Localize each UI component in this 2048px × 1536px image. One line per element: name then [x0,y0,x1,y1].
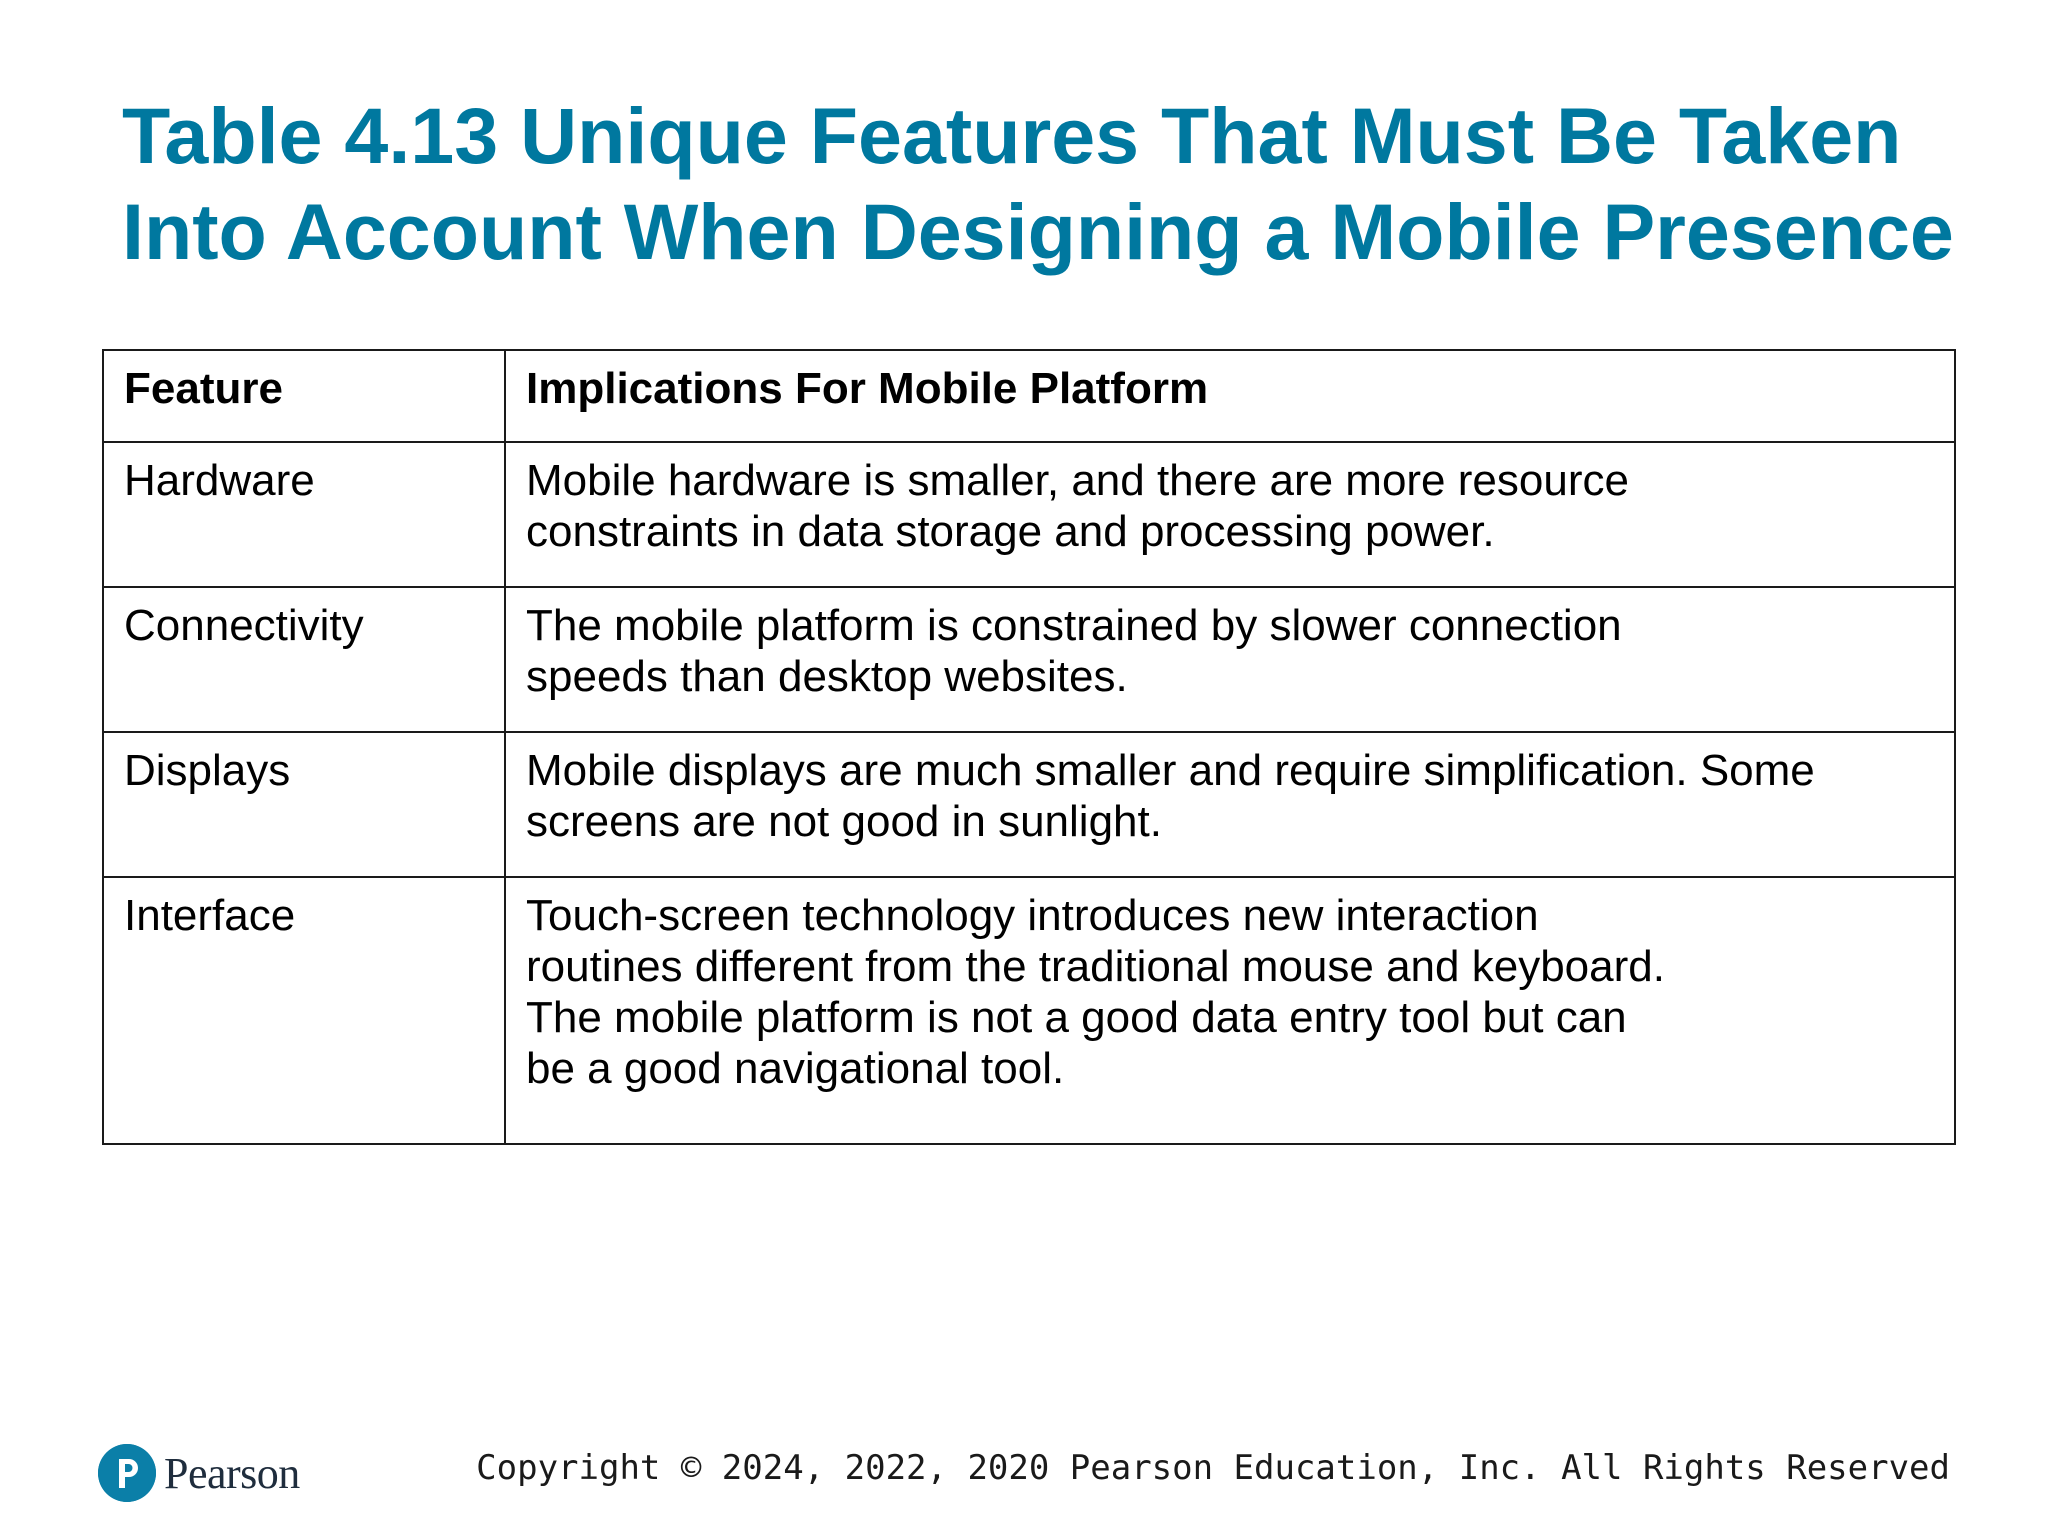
implications-cell [505,732,1955,877]
implications-cell [505,587,1955,732]
table-row [103,732,1955,877]
pearson-logo [98,1444,300,1502]
implications-cell [505,877,1955,1144]
header-implications: Implications For Mobile Platform [505,350,1955,442]
implications-cell [505,442,1955,587]
table-header-row [103,350,1955,442]
implication-line: The mobile platform is constrained by slower connection [526,601,1622,650]
table-row [103,877,1955,1144]
header-feature: Feature [103,350,505,442]
pearson-logo-icon [98,1444,156,1502]
copyright-notice: Copyright © 2024, 2022, 2020 Pearson Education, Inc. All Rights Reserved [476,1448,1950,1488]
table-row [103,442,1955,587]
title-line-1: Table 4.13 Unique Features That Must Be Taken [122,91,1902,180]
implication-line: routines different from the traditional mouse and keyboard. [526,942,1665,991]
logo-wordmark: Pearson [164,1448,300,1498]
feature-cell: Interface [103,877,505,1144]
page-title [122,88,2002,280]
implication-line: be a good navigational tool. [526,1044,1065,1093]
title-line-2: Into Account When Designing a Mobile Presence [122,187,1954,276]
implication-line: The mobile platform is not a good data entry tool but can [526,993,1627,1042]
implication-line: speeds than desktop websites. [526,652,1128,701]
implication-line: screens are not good in sunlight. [526,797,1162,846]
feature-cell: Hardware [103,442,505,587]
features-table [102,349,1956,1145]
implication-line: constraints in data storage and processing power. [526,507,1495,556]
implication-line: Touch-screen technology introduces new interaction [526,891,1539,940]
implication-line: Mobile displays are much smaller and require simplification. Some [526,746,1815,795]
feature-cell: Displays [103,732,505,877]
table-row [103,587,1955,732]
implication-line: Mobile hardware is smaller, and there are more resource [526,456,1629,505]
feature-cell: Connectivity [103,587,505,732]
